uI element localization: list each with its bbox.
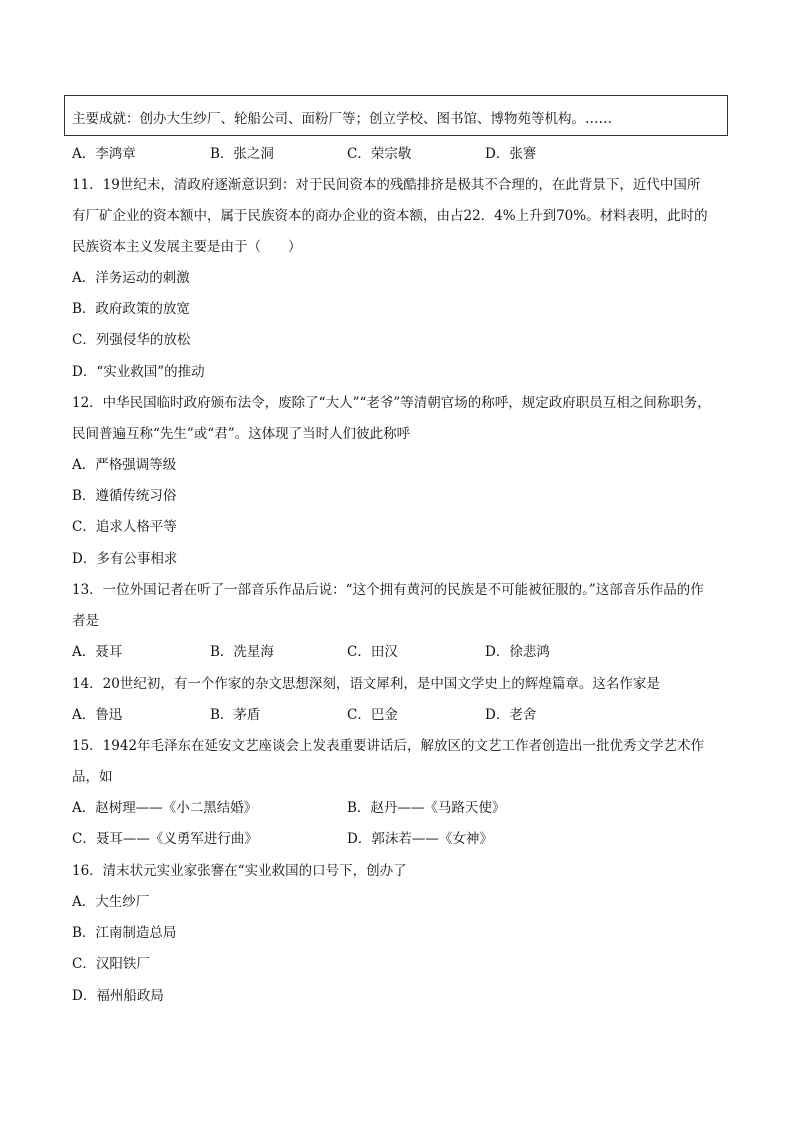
q14-option-c: C．巴金 — [347, 707, 398, 723]
q16-option-d: D．福州船政局 — [72, 988, 164, 1004]
q13-option-a: A．聂耳 — [72, 644, 123, 660]
q15-option-b: B．赵丹——《马路天使》 — [347, 800, 506, 816]
q15-stem-line-1: 15．1942年毛泽东在延安文艺座谈会上发表重要讲话后，解放区的文艺工作者创造出一批优秀文学艺术作 — [72, 738, 705, 754]
q16-option-c: C．汉阳铁厂 — [72, 956, 150, 972]
q11-option-c: C．列强侵华的放松 — [72, 332, 191, 348]
q12-stem-line-1: 12．中华民国临时政府颁布法令，废除了“大人”“老爷”等清朝官场的称呼，规定政府职员互相之间称职务， — [72, 395, 711, 411]
q15-stem-line-2: 品，如 — [72, 769, 113, 785]
q14-option-a: A．鲁迅 — [72, 707, 123, 723]
q11-option-b: B．政府政策的放宽 — [72, 301, 190, 317]
q12-stem-line-2: 民间普遍互称“先生”或“君”。这体现了当时人们彼此称呼 — [72, 426, 411, 442]
q13-option-d: D．徐悲鸿 — [485, 644, 550, 660]
q13-option-b: B．冼星海 — [210, 644, 274, 660]
q15-option-a: A．赵树理——《小二黑结婚》 — [72, 800, 258, 816]
q13-option-c: C．田汉 — [347, 644, 398, 660]
q10-option-b: B．张之洞 — [210, 146, 274, 162]
q11-stem-line-1: 11．19世纪末，清政府逐渐意识到：对于民间资本的残酷排挤是极其不合理的，在此背景下，近代中国所 — [72, 177, 701, 193]
q12-option-a: A．严格强调等级 — [72, 457, 177, 473]
q12-option-d: D．多有公事相求 — [72, 551, 178, 567]
q16-option-b: B．江南制造总局 — [72, 925, 177, 941]
q11-stem-line-2: 有厂矿企业的资本额中，属于民族资本的商办企业的资本额，由占22．4%上升到70%。材料表明，此时的 — [72, 208, 708, 224]
q15-option-d: D．郭沫若——《女神》 — [347, 831, 493, 847]
q10-option-c: C．荣宗敬 — [347, 146, 412, 162]
q15-option-c: C．聂耳——《义勇军进行曲》 — [72, 831, 258, 847]
material-box-text: 主要成就：创办大生纱厂、轮船公司、面粉厂等；创立学校、图书馆、博物苑等机构。…… — [72, 111, 612, 127]
q14-option-b: B．茅盾 — [210, 707, 261, 723]
q11-stem-line-3: 民族资本主义发展主要是由于（ ） — [72, 239, 302, 255]
q16-stem-line-1: 16．清末状元实业家张謇在“实业救国的口号下，创办了 — [72, 863, 407, 879]
q11-option-d: D．“实业救国”的推动 — [72, 364, 205, 380]
q11-option-a: A．洋务运动的刺激 — [72, 270, 190, 286]
q12-option-c: C．追求人格平等 — [72, 519, 177, 535]
q14-stem-line-1: 14．20世纪初，有一个作家的杂文思想深刻，语文犀利，是中国文学史上的辉煌篇章。这名作家是 — [72, 676, 660, 692]
q13-stem-line-2: 者是 — [72, 613, 99, 629]
q12-option-b: B．遵循传统习俗 — [72, 488, 177, 504]
q16-option-a: A．大生纱厂 — [72, 894, 150, 910]
q14-option-d: D．老舍 — [485, 707, 537, 723]
q10-option-d: D．张謇 — [485, 146, 537, 162]
q10-option-a: A．李鸿章 — [72, 146, 136, 162]
q13-stem-line-1: 13．一位外国记者在听了一部音乐作品后说：“这个拥有黄河的民族是不可能被征服的。”这部音乐作品的作 — [72, 582, 704, 598]
material-box — [64, 95, 728, 136]
